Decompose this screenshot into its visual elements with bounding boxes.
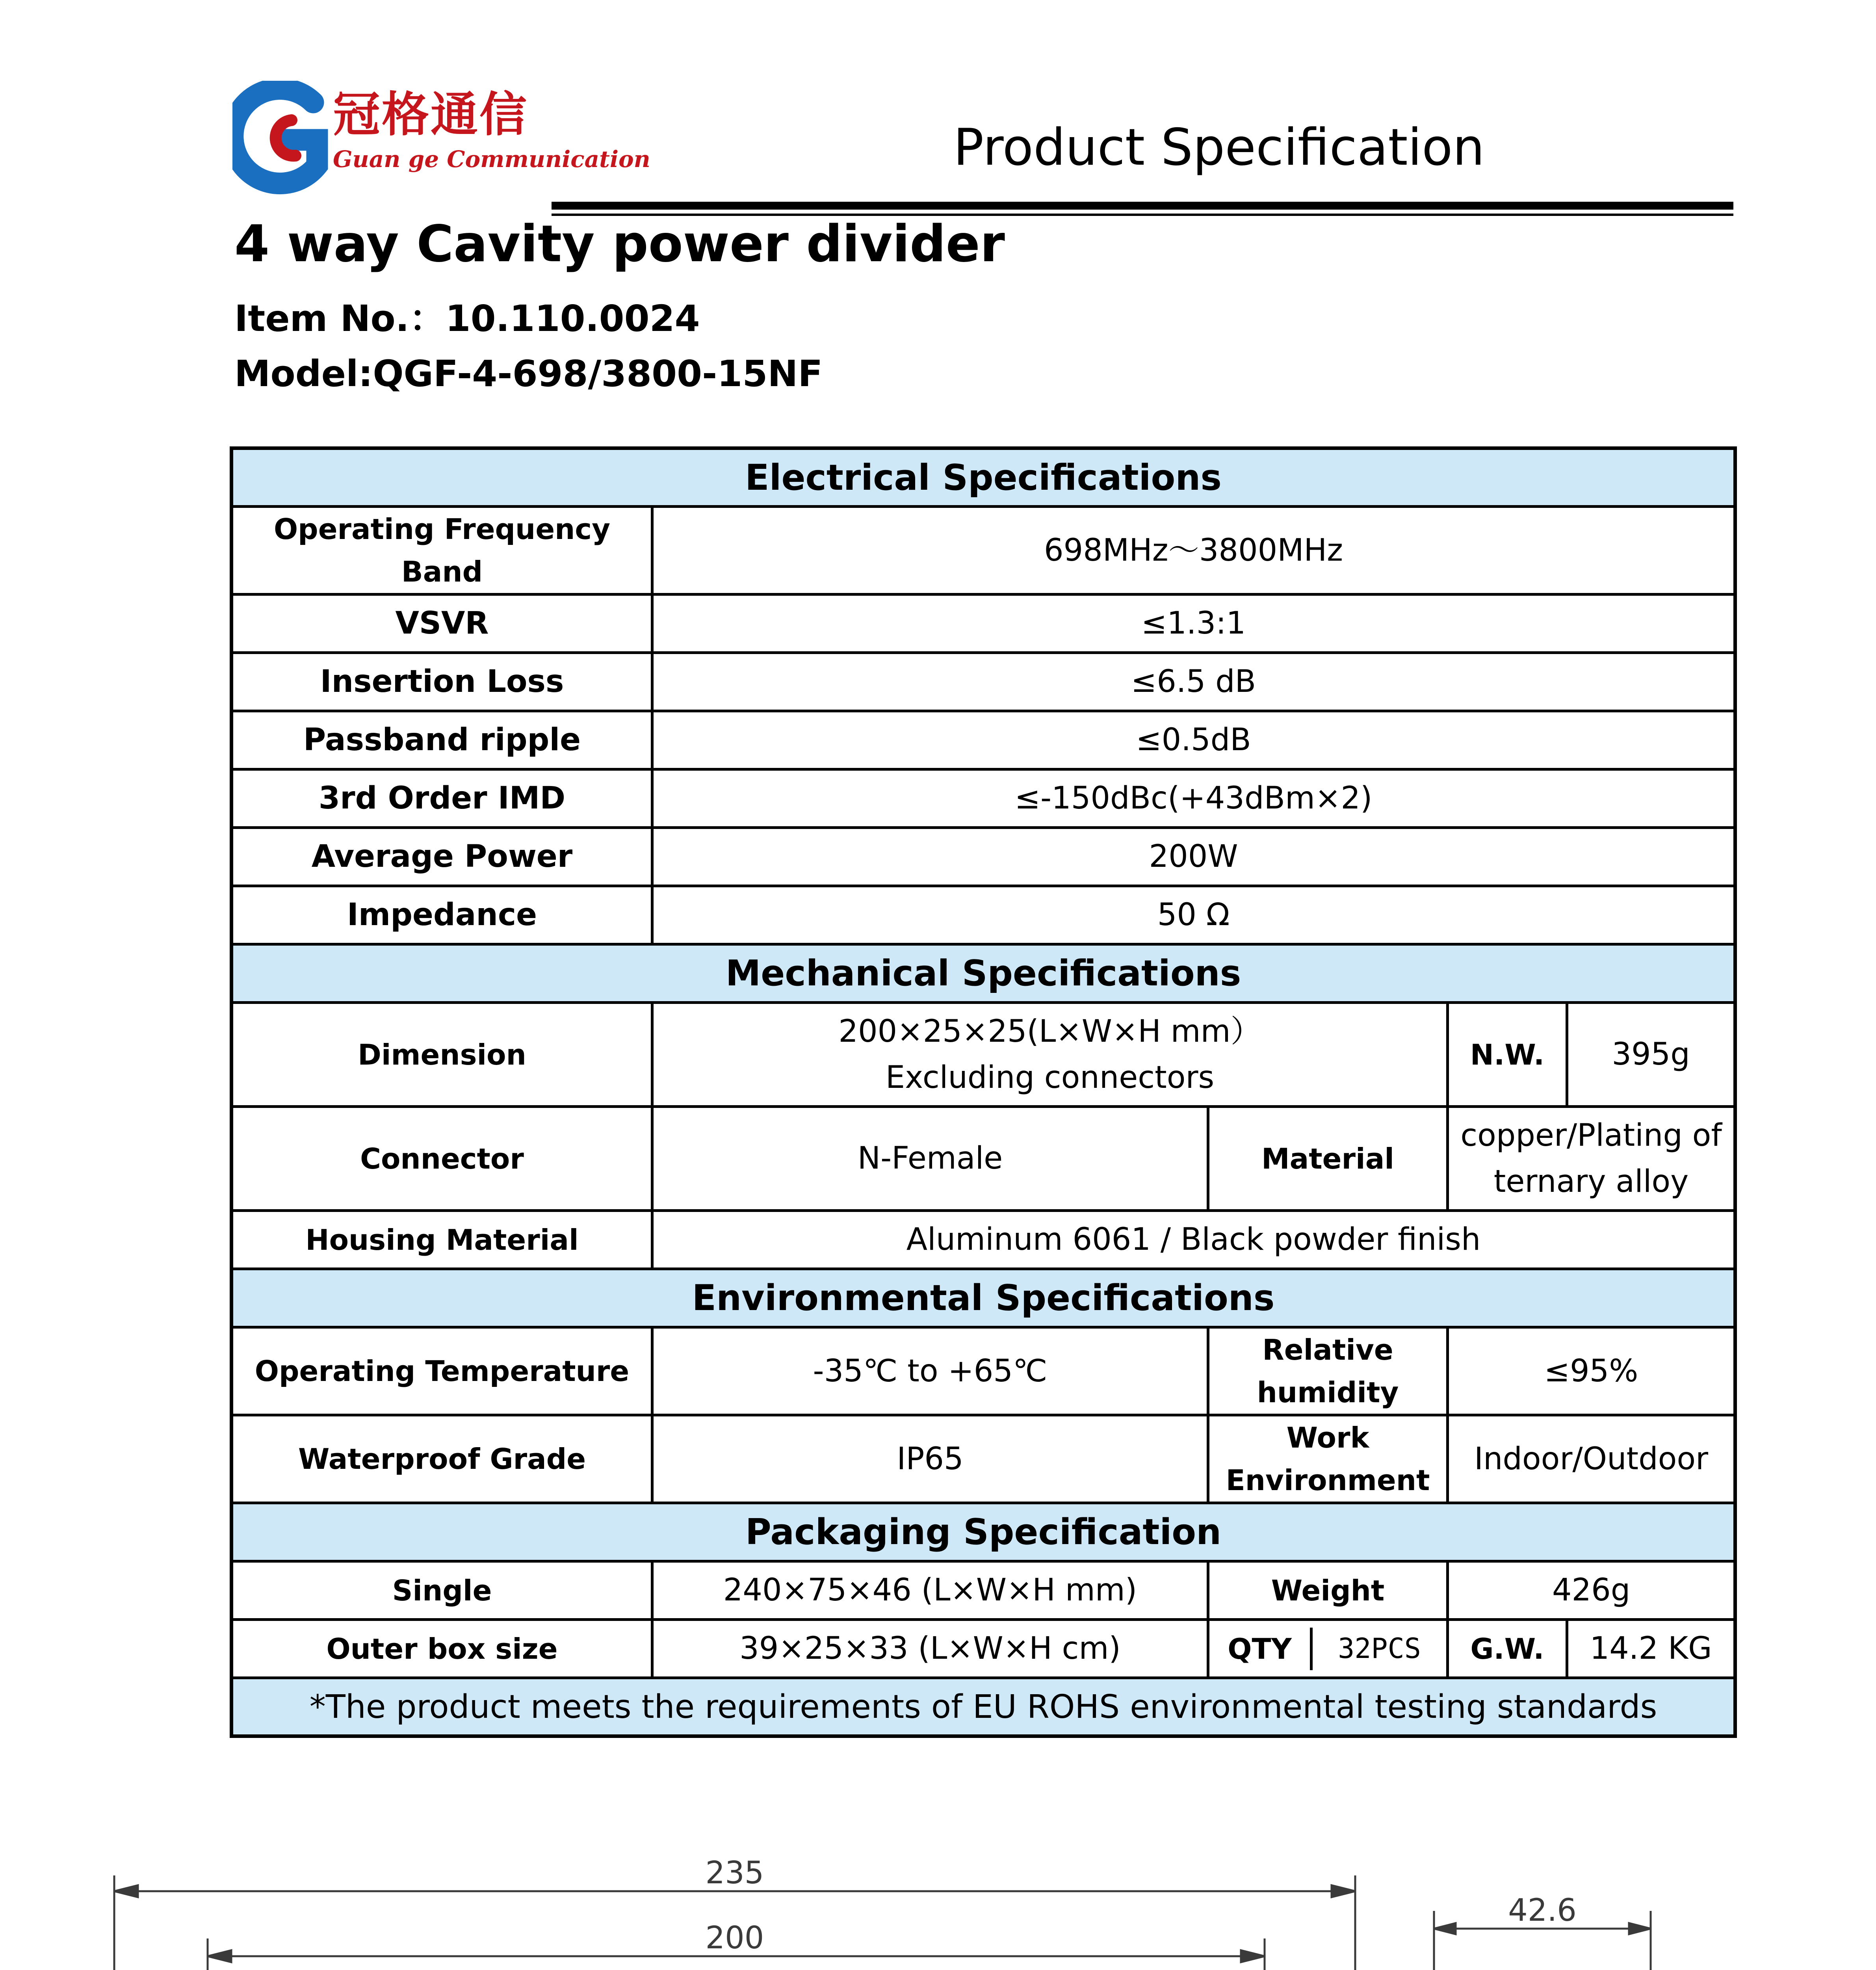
table-row <box>232 1620 1735 1678</box>
row-value: ≤0.5dB <box>652 711 1735 769</box>
dimension-value <box>652 1003 1448 1107</box>
gw-label: G.W. <box>1448 1620 1567 1678</box>
company-logo <box>232 81 650 195</box>
table-row <box>232 769 1735 828</box>
table-row <box>232 1415 1735 1503</box>
work-environment-label: Work Environment <box>1208 1415 1448 1503</box>
gw-value: 14.2 KG <box>1567 1620 1735 1678</box>
table-row <box>232 1003 1735 1107</box>
nw-label: N.W. <box>1448 1003 1567 1107</box>
table-row <box>232 1327 1735 1415</box>
row-label: Insertion Loss <box>232 653 652 711</box>
logo-mark-icon <box>232 81 331 195</box>
dimension-value-line: 200×25×25(L×W×H mm） <box>838 1013 1261 1049</box>
nw-value: 395g <box>1567 1003 1735 1107</box>
dimension-label: Dimension <box>232 1003 652 1107</box>
outer-box-value: 39×25×33 (L×W×H cm) <box>652 1620 1208 1678</box>
row-label: Average Power <box>232 828 652 886</box>
weight-label: Weight <box>1208 1561 1448 1620</box>
table-row <box>232 653 1735 711</box>
qty-cell <box>1208 1620 1448 1678</box>
rohs-note: *The product meets the requirements of EU ROHS environmental testing standards <box>232 1678 1735 1736</box>
table-row <box>232 1561 1735 1620</box>
waterproof-value: IP65 <box>652 1415 1208 1503</box>
table-row <box>232 711 1735 769</box>
material-label: Material <box>1208 1107 1448 1211</box>
row-value: 200W <box>652 828 1735 886</box>
section-header-environmental <box>232 1269 1735 1327</box>
housing-label: Housing Material <box>232 1211 652 1269</box>
company-name-en: Guan ge Communication <box>333 146 650 173</box>
dimension-label-side-width: 42.6 <box>1508 1893 1577 1928</box>
row-value: 698MHz～3800MHz <box>652 507 1735 595</box>
row-label: 3rd Order IMD <box>232 769 652 828</box>
rohs-note-row <box>232 1678 1735 1736</box>
section-heading: Packaging Specification <box>232 1503 1735 1561</box>
technical-drawing <box>0 1852 1876 1970</box>
model-number: Model:QGF-4-698/3800-15NF <box>234 353 823 395</box>
row-label: VSVR <box>232 595 652 653</box>
outer-box-label: Outer box size <box>232 1620 652 1678</box>
company-name-cn: 冠格通信 <box>333 87 528 142</box>
dimension-value-note: Excluding connectors <box>885 1059 1215 1095</box>
table-row <box>232 507 1735 595</box>
material-value-line: ternary alloy <box>1493 1163 1689 1199</box>
table-row <box>232 1107 1735 1211</box>
table-row <box>232 595 1735 653</box>
humidity-label: Relative humidity <box>1208 1327 1448 1415</box>
dimension-label-overall-length: 235 <box>705 1855 764 1891</box>
row-label: Impedance <box>232 886 652 944</box>
temperature-value: -35℃ to +65℃ <box>652 1327 1208 1415</box>
row-value: ≤-150dBc(+43dBm×2) <box>652 769 1735 828</box>
row-value: ≤6.5 dB <box>652 653 1735 711</box>
housing-value: Aluminum 6061 / Black powder finish <box>652 1211 1735 1269</box>
specification-table <box>230 446 1737 1738</box>
section-heading: Environmental Specifications <box>232 1269 1735 1327</box>
section-header-electrical <box>232 448 1735 507</box>
single-label: Single <box>232 1561 652 1620</box>
material-value <box>1448 1107 1735 1211</box>
section-header-mechanical <box>232 944 1735 1003</box>
row-label: Operating Frequency Band <box>232 507 652 595</box>
weight-value: 426g <box>1448 1561 1735 1620</box>
table-row <box>232 828 1735 886</box>
connector-value: N-Female <box>652 1107 1208 1211</box>
connector-label: Connector <box>232 1107 652 1211</box>
waterproof-label: Waterproof Grade <box>232 1415 652 1503</box>
qty-value: 32PCS <box>1338 1632 1421 1665</box>
work-environment-value: Indoor/Outdoor <box>1448 1415 1735 1503</box>
dimension-label-body-length: 200 <box>705 1920 764 1956</box>
item-number: Item No.：10.110.0024 <box>234 297 700 340</box>
single-value: 240×75×46 (L×W×H mm) <box>652 1561 1208 1620</box>
table-row <box>232 1211 1735 1269</box>
header-rule <box>552 202 1733 210</box>
section-heading: Mechanical Specifications <box>232 944 1735 1003</box>
row-value: 50 Ω <box>652 886 1735 944</box>
row-label: Passband ripple <box>232 711 652 769</box>
table-row <box>232 886 1735 944</box>
temperature-label: Operating Temperature <box>232 1327 652 1415</box>
qty-label: QTY <box>1209 1628 1313 1670</box>
product-title: 4 way Cavity power divider <box>234 215 1005 273</box>
humidity-value: ≤95% <box>1448 1327 1735 1415</box>
material-value-line: copper/Plating of <box>1460 1117 1722 1153</box>
section-header-packaging <box>232 1503 1735 1561</box>
row-value: ≤1.3:1 <box>652 595 1735 653</box>
document-title: Product Specification <box>953 118 1485 177</box>
section-heading: Electrical Specifications <box>232 448 1735 507</box>
